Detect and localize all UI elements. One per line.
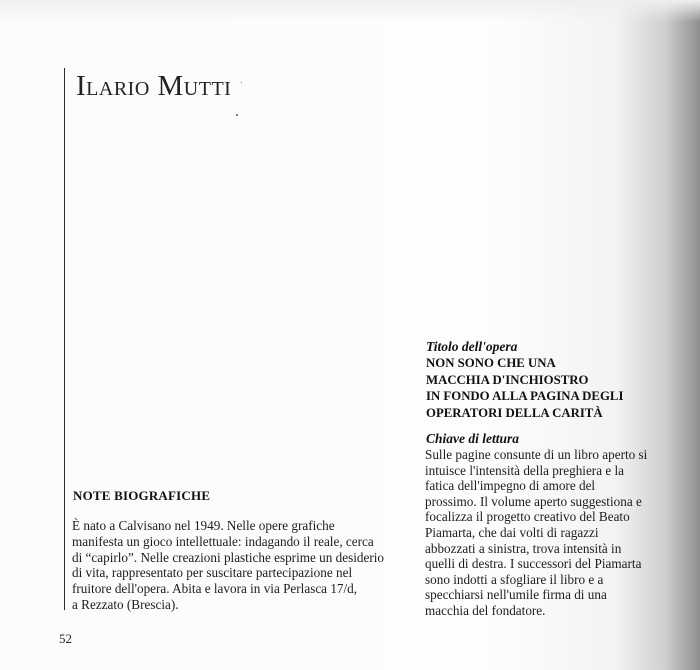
reading-key-line: focalizza il progetto creativo del Beato <box>425 509 630 525</box>
reading-key-line: abbozzati a sinistra, trova intensità in <box>425 540 622 556</box>
reading-key-line: fatica dell'impegno di amore del <box>425 478 596 494</box>
reading-key-line: intuisce l'intensità della preghiera e la <box>425 462 625 478</box>
bio-line: di “capirlo”. Nelle creazioni plastiche esprime un desiderio <box>72 549 384 565</box>
bio-line: a Rezzato (Brescia). <box>72 596 179 612</box>
reading-key-line: macchia del fondatore. <box>425 602 546 618</box>
reading-key-text <box>425 447 670 619</box>
ink-speck <box>241 82 242 83</box>
reading-key-line: Piamarta, che dai volti di ragazzi <box>425 524 599 540</box>
artwork-title-line: OPERATORI DELLA CARITÀ <box>426 405 603 420</box>
reading-key-line: quelli di destra. I successori del Piamarta <box>425 556 642 572</box>
artist-name: Ilario Mutti <box>76 70 232 102</box>
reading-key-label: Chiave di lettura <box>426 431 520 446</box>
page-top-shadow <box>0 0 700 22</box>
bio-text <box>72 518 402 613</box>
bio-line: manifesta un gioco intellettuale: indagando il reale, cerca <box>72 533 374 549</box>
artwork-title <box>426 355 623 421</box>
bio-line: di vita, rappresentato per suscitare partecipazione nel <box>72 565 353 581</box>
bio-line: fruitore dell'opera. Abita e lavora in via Perlasca 17/d, <box>72 581 358 597</box>
ink-speck <box>236 114 238 116</box>
vertical-rule <box>64 68 65 610</box>
reading-key-line: prossimo. Il volume aperto suggestiona e <box>425 493 642 509</box>
reading-key-line: Sulle pagine consunte di un libro aperto si <box>425 447 648 462</box>
bio-heading: NOTE BIOGRAFICHE <box>73 488 211 503</box>
artwork-title-line: NON SONO CHE UNA <box>426 356 556 370</box>
reading-key-line: sono indotti a sfogliare il libro e a <box>425 571 604 587</box>
artwork-title-line: IN FONDO ALLA PAGINA DEGLI <box>426 389 624 403</box>
page-number: 52 <box>59 631 72 646</box>
artwork-title-line: MACCHIA D'INCHIOSTRO <box>426 372 589 387</box>
bio-line: È nato a Calvisano nel 1949. Nelle opere grafiche <box>72 518 335 533</box>
artwork-label: Titolo dell'opera <box>426 339 518 354</box>
reading-key-line: specchiarsi nell'umile firma di una <box>425 587 607 603</box>
